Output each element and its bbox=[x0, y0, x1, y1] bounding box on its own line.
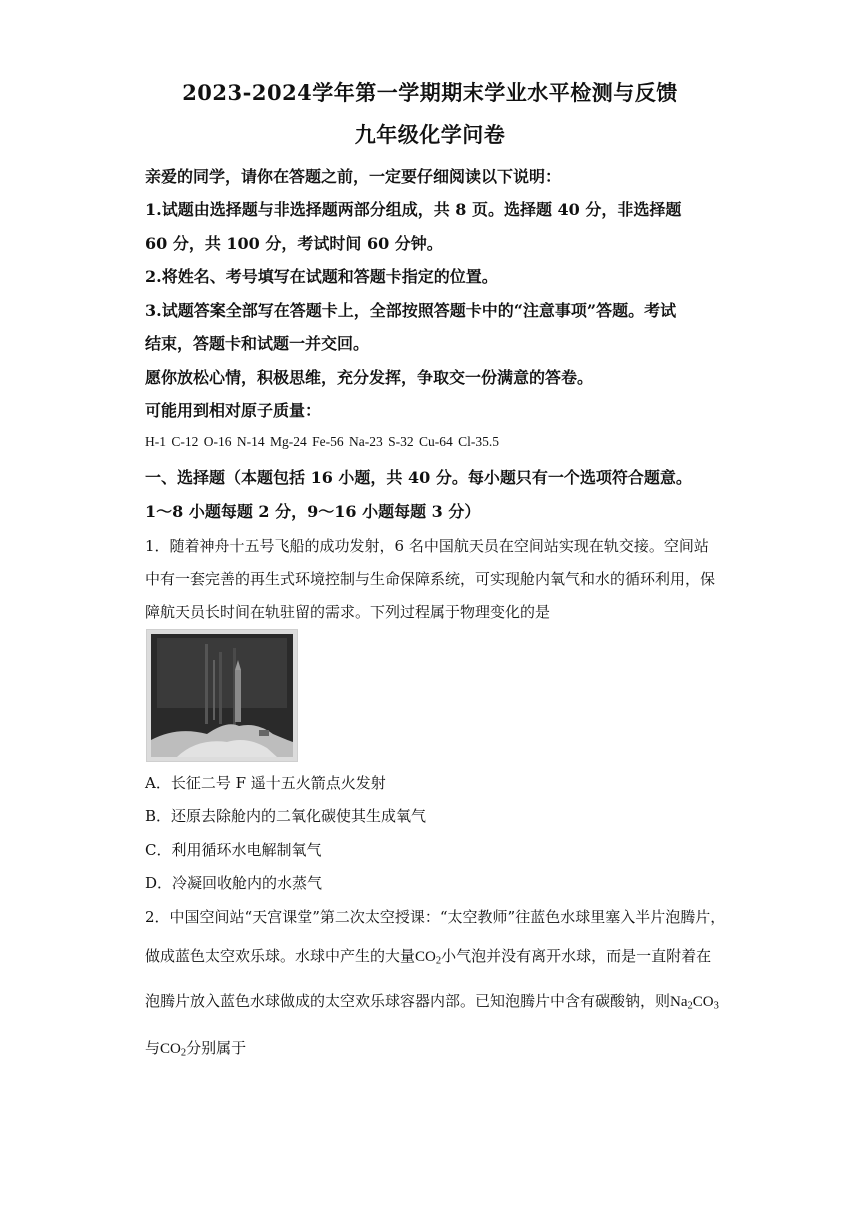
intro-greeting: 亲爱的同学，请你在答题之前，一定要仔细阅读以下说明： bbox=[145, 167, 562, 186]
intro-item3-line1: 3.试题答案全部写在答题卡上，全部按照答题卡中的“注意事项”答题。考试 bbox=[145, 301, 677, 320]
q1-stem-line2: 中有一套完善的再生式环境控制与生命保障系统，可实现舱内氧气和水的循环利用，保 bbox=[145, 570, 716, 588]
q1-stem-line3: 障航天员长时间在轨驻留的需求。下列过程属于物理变化的是 bbox=[145, 603, 551, 621]
intro-item3-line2: 结束，答题卡和试题一并交回。 bbox=[145, 334, 370, 353]
intro-wish: 愿你放松心情，积极思维，充分发挥，争取交一份满意的答卷。 bbox=[145, 368, 594, 387]
q2-line2-text: 做成蓝色太空欢乐球。水球中产生的大量 bbox=[145, 947, 416, 965]
q1-option-b: B．还原去除舱内的二氧化碳使其生成氧气 bbox=[145, 807, 427, 825]
q2-stem-line4: 与$CO_2$分别属于 bbox=[145, 1039, 247, 1059]
q2-line3-text: 泡腾片放入蓝色水球做成的太空欢乐球容器内部。已知泡腾片中含有碳酸钠，则 bbox=[145, 992, 671, 1010]
q1-option-c: C．利用循环水电解制氧气 bbox=[145, 841, 322, 859]
page-subtitle: 九年级化学问卷 bbox=[354, 122, 506, 147]
q2-line2-rest: 小气泡并没有离开水球，而是一直附着在 bbox=[441, 947, 712, 965]
co2-formula: $CO_2$ bbox=[160, 1041, 187, 1059]
intro-item1-line1: 1.试题由选择题与非选择题两部分组成，共 8 页。选择题 40 分，非选择题 bbox=[145, 200, 682, 219]
atomic-mass-label: 可能用到相对原子质量： bbox=[145, 401, 322, 420]
page-title: 2023-2024学年第一学期期末学业水平检测与反馈 bbox=[182, 80, 678, 105]
intro-item2: 2.将姓名、考号填写在试题和答题卡指定的位置。 bbox=[145, 267, 498, 286]
q2-stem-line3 bbox=[145, 990, 719, 1011]
rocket-launch-image bbox=[147, 630, 297, 761]
q1-stem-line1: 1．随着神舟十五号飞船的成功发射，6 名中国航天员在空间站实现在轨交接。空间站 bbox=[145, 537, 709, 555]
q2-stem-line2 bbox=[145, 945, 711, 966]
atomic-mass-list: H-1 C-12 O-16 N-14 Mg-24 Fe-56 Na-23 S-32 Cu-64 Cl-35.5 bbox=[145, 434, 499, 449]
section1-heading-line1: 一、选择题（本题包括 16 小题，共 40 分。每小题只有一个选项符合题意。 bbox=[145, 468, 692, 487]
intro-item1-line2: 60 分，共 100 分，考试时间 60 分钟。 bbox=[145, 234, 443, 253]
q1-option-a: A．长征二号 F 遥十五火箭点火发射 bbox=[145, 774, 386, 792]
q1-option-d: D．冷凝回收舱内的水蒸气 bbox=[145, 874, 323, 892]
rocket-launch-photo bbox=[146, 629, 298, 762]
na2co3-formula: $Na_2CO_3$ bbox=[670, 994, 719, 1012]
co2-formula: $CO_2$ bbox=[415, 949, 442, 967]
section1-heading-line2: 1～8 小题每题 2 分，9～16 小题每题 3 分） bbox=[145, 502, 481, 521]
q2-stem-line1: 2．中国空间站“天宫课堂”第二次太空授课：“太空教师”往蓝色水球里塞入半片泡腾片， bbox=[145, 908, 726, 926]
